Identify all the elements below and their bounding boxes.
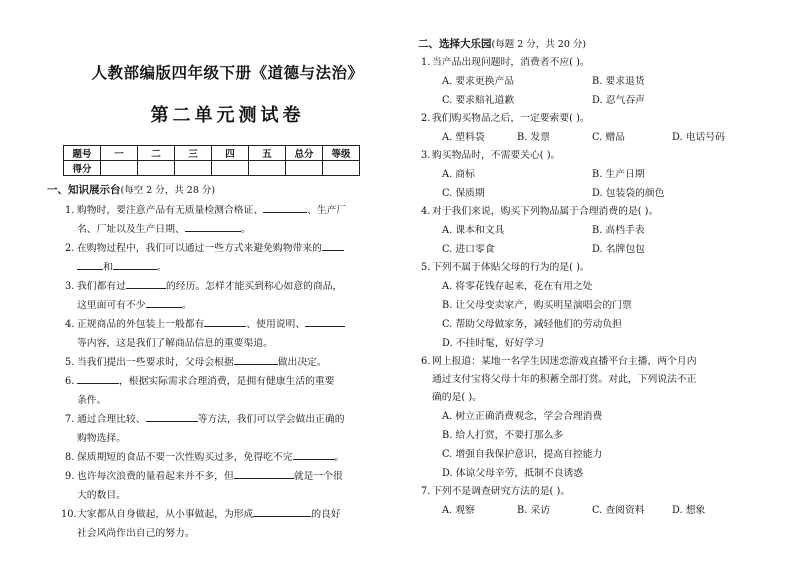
question-text: 通过支付宝将父母十年的积蓄全部打赏。对此，下列说法不正: [432, 374, 697, 385]
question-number: 10.: [61, 509, 77, 520]
option-b[interactable]: B. 要求退货: [592, 76, 645, 87]
score-header-cell: 二: [138, 146, 175, 161]
question-number: 8.: [65, 452, 75, 463]
question-text: 也许每次浪费的量看起来并不多，但: [77, 471, 234, 482]
question-text: 条件。: [77, 395, 107, 406]
score-table-header-row: [64, 146, 360, 161]
fill-question-2: [55, 239, 400, 277]
question-number: 9.: [65, 471, 75, 482]
question-text: 我们都有过: [77, 281, 126, 292]
choice-question-7: [418, 483, 778, 501]
question-number: 1.: [421, 57, 431, 68]
question-number: 7.: [421, 486, 431, 497]
option-a[interactable]: A. 观察: [442, 505, 475, 516]
score-header-cell: 三: [175, 146, 212, 161]
section1-title: 一、知识展示台: [47, 184, 121, 196]
option-b[interactable]: B. 高档手表: [592, 225, 645, 236]
option-c[interactable]: C. 查阅资料: [592, 505, 645, 516]
answer-blank[interactable]: [77, 374, 119, 384]
score-cell[interactable]: [175, 161, 212, 176]
question-text: 的经历。怎样才能买到称心如意的商品，: [165, 281, 343, 292]
answer-blank[interactable]: [234, 469, 294, 479]
option-row: [418, 165, 778, 184]
section1-heading: [47, 182, 400, 197]
option-c[interactable]: C. 要求赔礼道歉: [442, 95, 515, 106]
score-table-score-row: [64, 161, 360, 176]
question-text: 、生产厂: [307, 205, 347, 216]
answer-blank[interactable]: [293, 450, 335, 460]
question-text: 这里面可有不少: [77, 300, 146, 311]
question-number: 2.: [65, 243, 75, 254]
question-number: 5.: [421, 262, 431, 273]
question-text: 的良好: [311, 509, 341, 520]
option-a[interactable]: A. 课本和文具: [442, 225, 505, 236]
question-text: 名、厂址以及生产日期、: [77, 224, 185, 235]
question-text: 下列不属于体贴父母的行为的是( )。: [432, 262, 590, 273]
question-text: 正规商品的外包装上一般都有: [77, 319, 205, 330]
option-row: [418, 184, 778, 203]
answer-blank[interactable]: [322, 241, 344, 251]
option-b[interactable]: B. 让父母变卖家产，购买明星演唱会的门票: [442, 300, 632, 311]
question-text: 社会风尚作出自己的努力。: [77, 528, 195, 539]
fill-question-10: [55, 505, 400, 543]
option-c[interactable]: C. 帮助父母做家务，减轻他们的劳动负担: [442, 319, 622, 330]
score-table: [63, 145, 360, 176]
question-text: 对于我们来说，购买下列物品属于合理消费的是( )。: [432, 206, 659, 217]
score-row-label: 得分: [64, 161, 101, 176]
question-text: 确的是( )。: [432, 392, 482, 403]
option-a[interactable]: A. 将零花钱存起来，花在有用之处: [442, 281, 593, 292]
question-text: 做出决定。: [277, 357, 327, 368]
fill-question-5: [55, 353, 400, 372]
question-text: 当产品出现问题时，消费者不应( )。: [432, 57, 590, 68]
option-d[interactable]: D. 忍气吞声: [592, 95, 645, 106]
answer-blank[interactable]: [185, 222, 241, 232]
option-row: [418, 91, 778, 110]
answer-blank[interactable]: [77, 260, 103, 270]
question-text: 通过合理比较、: [77, 414, 146, 425]
score-header-cell: 五: [249, 146, 286, 161]
section2-note: (每题 2 分，共 20 分): [491, 39, 587, 50]
question-number: 1.: [65, 205, 75, 216]
question-number: 2.: [421, 113, 431, 124]
option-row: [418, 221, 778, 240]
fill-question-7: [55, 410, 400, 448]
question-number: 6.: [421, 356, 431, 367]
option-d[interactable]: D. 名牌包包: [592, 244, 645, 255]
question-text: 。: [181, 300, 192, 311]
question-text: 。: [334, 452, 345, 463]
score-cell[interactable]: [212, 161, 249, 176]
score-header-cell: 一: [101, 146, 138, 161]
fill-question-1: [55, 201, 400, 239]
score-header-cell: 题号: [64, 146, 101, 161]
question-text: 下列不是调查研究方法的是( )。: [432, 486, 571, 497]
option-b[interactable]: B. 生产日期: [592, 169, 645, 180]
answer-blank[interactable]: [263, 203, 307, 213]
answer-blank[interactable]: [126, 279, 166, 289]
page-subtitle: 第二单元测试卷: [150, 105, 305, 126]
option-d[interactable]: D. 包装袋的颜色: [592, 188, 665, 199]
question-text: 。: [240, 224, 251, 235]
choice-question-6: [418, 353, 778, 407]
section1-note: (每空 2 分，共 28 分): [120, 185, 216, 196]
question-number: 3.: [421, 150, 431, 161]
page-title: 人教部编版四年级下册《道德与法治》: [91, 64, 364, 82]
option-d[interactable]: D. 体谅父母辛劳，抵制不良诱惑: [442, 468, 584, 479]
question-text: 和: [103, 262, 113, 273]
question-text: 在购物过程中，我们可以通过一些方式来避免购物带来的: [77, 243, 322, 254]
question-text: 就是一个很: [293, 471, 343, 482]
question-text: 购物时，要注意产品有无质量检测合格证、: [77, 205, 264, 216]
question-text: 购买物品时，不需要关心( )。: [432, 150, 561, 161]
fill-question-3: [55, 277, 400, 315]
option-a[interactable]: A. 商标: [442, 169, 475, 180]
answer-blank[interactable]: [113, 260, 157, 270]
score-header-cell: 总分: [286, 146, 323, 161]
question-text: 、使用说明、: [246, 319, 306, 330]
question-text: 我们购买物品之后，一定要索要( )。: [432, 113, 590, 124]
left-column: [47, 45, 400, 543]
score-cell[interactable]: [286, 161, 323, 176]
choice-question-4: [418, 203, 778, 221]
choice-question-3: [418, 147, 778, 165]
option-d[interactable]: D. 电话号码: [672, 132, 725, 143]
option-c[interactable]: C. 保质期: [442, 188, 485, 199]
question-text: 。: [156, 262, 167, 273]
option-a[interactable]: A. 塑料袋: [442, 132, 485, 143]
option-a[interactable]: A. 树立正确消费观念，学会合理消费: [442, 411, 603, 422]
question-number: 4.: [421, 206, 431, 217]
answer-blank[interactable]: [253, 507, 311, 517]
option-row: [418, 501, 778, 520]
option-row: [418, 240, 778, 259]
option-b[interactable]: B. 给人打赏，不要打那么多: [442, 430, 564, 441]
score-cell[interactable]: [249, 161, 286, 176]
question-text: 当我们提出一些要求时，父母会根据: [77, 357, 234, 368]
option-c[interactable]: C. 增强自我保护意识，提高自控能力: [442, 449, 603, 460]
question-text: 网上报道：某地一名学生因迷恋游戏直播平台主播，两个月内: [432, 356, 697, 367]
question-number: 7.: [65, 414, 75, 425]
right-column: [418, 36, 778, 520]
fill-question-6: [55, 372, 400, 410]
answer-blank[interactable]: [305, 317, 345, 327]
question-number: 3.: [65, 281, 75, 292]
answer-blank[interactable]: [146, 412, 198, 422]
fill-question-9: [55, 467, 400, 505]
option-b[interactable]: B. 发票: [517, 132, 551, 143]
option-d[interactable]: D. 想象: [672, 505, 706, 516]
option-c[interactable]: C. 进口零食: [442, 244, 495, 255]
question-text: 大的数目。: [77, 490, 126, 501]
score-cell[interactable]: [323, 161, 360, 176]
answer-blank[interactable]: [204, 317, 246, 327]
option-d[interactable]: D. 不挂时髦，好好学习: [442, 338, 544, 349]
question-number: 4.: [65, 319, 75, 330]
question-number: 5.: [65, 357, 75, 368]
option-b[interactable]: B. 采访: [517, 505, 551, 516]
option-row: [418, 72, 778, 91]
question-text: 大家都从自身做起，从小事做起，为形成: [77, 509, 254, 520]
choice-question-2: [418, 110, 778, 128]
question-number: 6.: [65, 376, 75, 387]
question-text: ，根据实际需求合理消费，是拥有健康生活的重要: [119, 376, 335, 387]
score-header-cell: 等级: [323, 146, 360, 161]
section2-heading: [418, 36, 778, 51]
score-header-cell: 四: [212, 146, 249, 161]
fill-question-8: [55, 448, 400, 467]
question-text: 购物选择。: [77, 433, 126, 444]
answer-blank[interactable]: [146, 298, 182, 308]
question-text: 保质期短的食品不要一次性购买过多，免得吃不完: [77, 452, 293, 463]
score-cell[interactable]: [138, 161, 175, 176]
option-a[interactable]: A. 要求更换产品: [442, 76, 515, 87]
choice-question-1: [418, 54, 778, 72]
score-cell[interactable]: [101, 161, 138, 176]
question-text: 等内容，这是我们了解商品信息的重要渠道。: [77, 338, 273, 349]
section2-title: 二、选择大乐园: [418, 38, 492, 50]
question-text: 等方法，我们可以学会做出正确的: [197, 414, 345, 425]
choice-question-5: [418, 259, 778, 277]
answer-blank[interactable]: [234, 355, 278, 365]
option-c[interactable]: C. 赠品: [592, 132, 625, 143]
fill-question-4: [55, 315, 400, 353]
option-row: [418, 128, 778, 147]
